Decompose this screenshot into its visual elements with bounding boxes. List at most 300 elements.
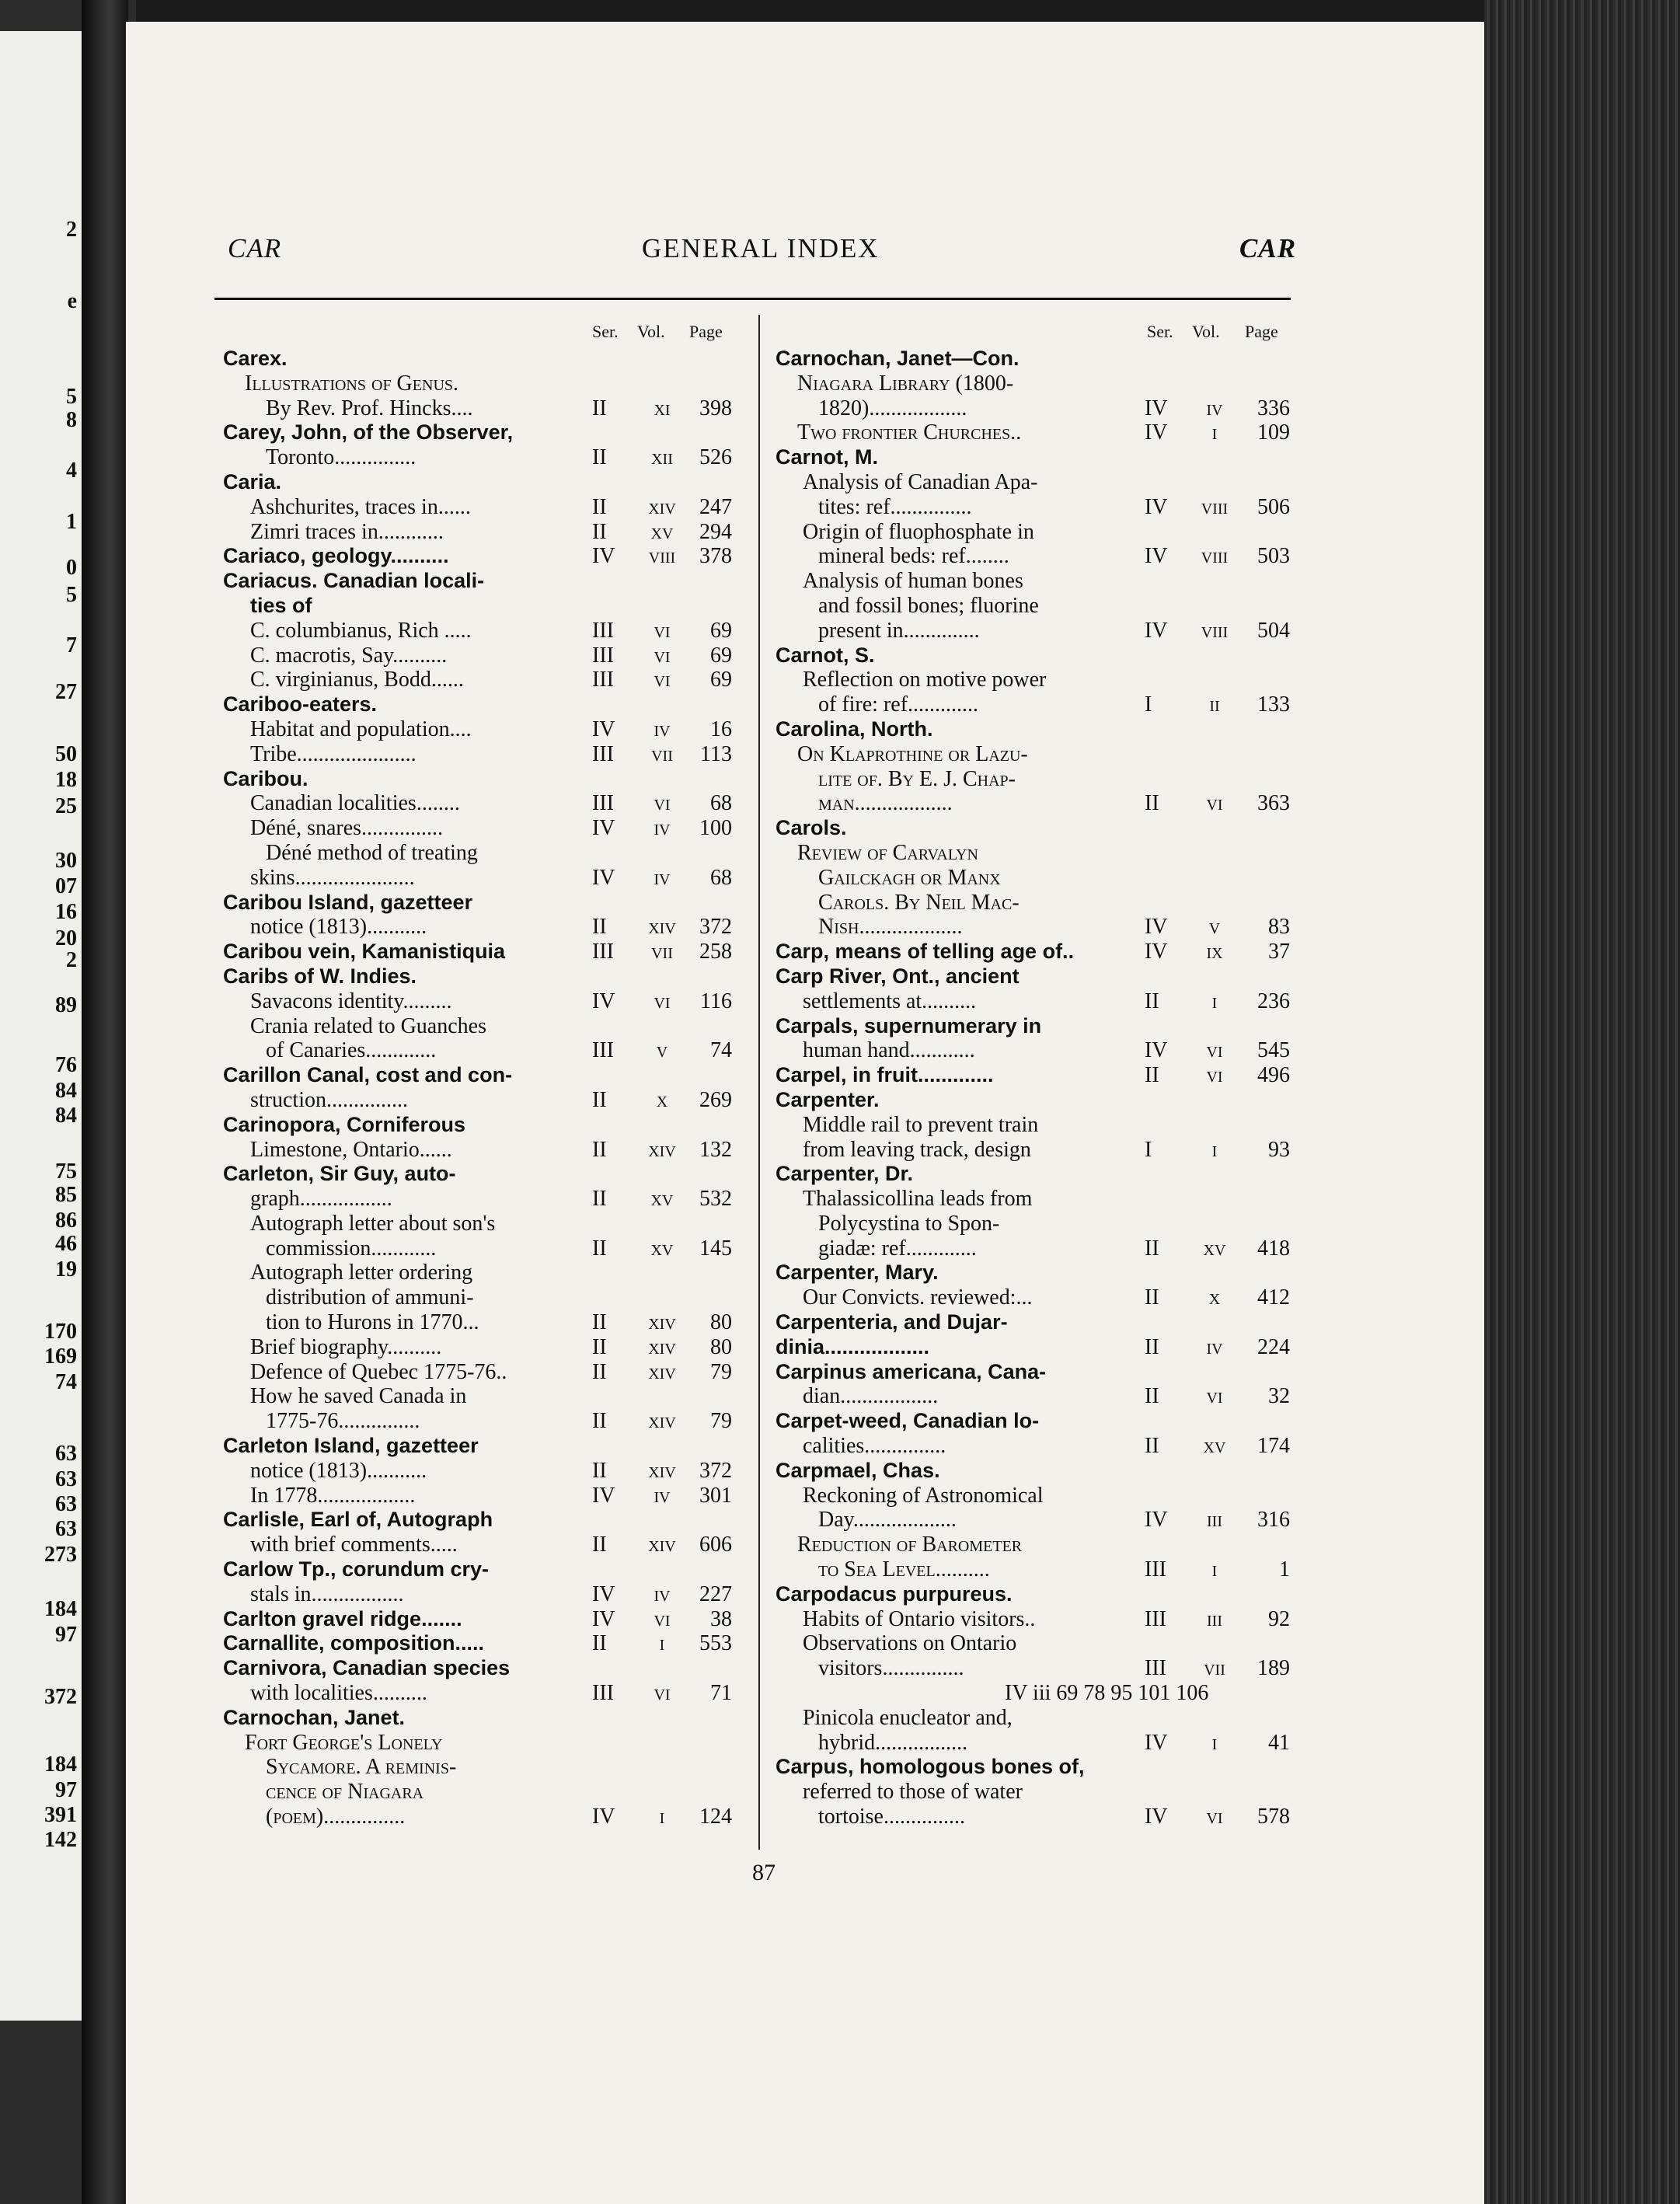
entry-text: Carpet-weed, Canadian lo- bbox=[776, 1409, 1040, 1433]
entry-series: II bbox=[592, 1334, 607, 1359]
entry-text: Our Convicts. reviewed:... bbox=[803, 1285, 1033, 1310]
index-entry bbox=[776, 445, 1296, 470]
entry-series: II bbox=[592, 1310, 607, 1335]
entry-text: Carlton gravel ridge....... bbox=[223, 1606, 462, 1630]
prev-page-number-fragment: 2 bbox=[66, 218, 77, 242]
index-entry bbox=[223, 1236, 748, 1261]
entry-series: II bbox=[592, 396, 607, 420]
index-entry bbox=[776, 1755, 1296, 1780]
index-entry bbox=[776, 1088, 1296, 1113]
entry-series: II bbox=[1145, 1285, 1159, 1310]
entry-text: dian.................. bbox=[803, 1384, 939, 1409]
index-entry bbox=[776, 396, 1296, 421]
entry-text: Origin of fluophosphate in bbox=[803, 519, 1034, 544]
entry-text: Carpinus americana, Cana- bbox=[776, 1359, 1047, 1383]
entry-text: How he saved Canada in bbox=[250, 1384, 467, 1409]
entry-series: IV bbox=[1145, 940, 1168, 964]
prev-page-number-fragment: 19 bbox=[55, 1257, 77, 1282]
entry-volume: vii bbox=[1204, 1656, 1225, 1681]
entry-series: II bbox=[592, 1236, 607, 1261]
entry-text: with brief comments..... bbox=[250, 1533, 458, 1557]
entry-text: Déné, snares............... bbox=[250, 816, 444, 841]
entry-text: C. macrotis, Say.......... bbox=[250, 643, 448, 668]
entry-text: Carnot, S. bbox=[776, 643, 875, 667]
page-number: 87 bbox=[752, 1860, 776, 1885]
prev-page-number-fragment: 86 bbox=[55, 1208, 77, 1233]
index-column-left bbox=[223, 319, 748, 1829]
entry-volume: i bbox=[1211, 420, 1218, 445]
entry-series: III bbox=[592, 1681, 614, 1706]
entry-series: II bbox=[1145, 1434, 1159, 1459]
entry-text: Carp River, Ont., ancient bbox=[776, 964, 1020, 988]
entry-text: Carpodacus purpureus. bbox=[776, 1582, 1013, 1606]
entry-text: Nish................... bbox=[818, 915, 963, 940]
entry-page: 301 bbox=[699, 1483, 732, 1508]
entry-text: Carnivora, Canadian species bbox=[223, 1656, 511, 1680]
index-entry bbox=[223, 445, 748, 470]
entry-text: (poem)............... bbox=[266, 1805, 406, 1829]
index-entry bbox=[776, 1113, 1296, 1138]
entry-page: 336 bbox=[1257, 396, 1290, 420]
index-entry bbox=[776, 1261, 1296, 1285]
index-entry bbox=[223, 767, 748, 792]
entry-text: to Sea Level.......... bbox=[818, 1557, 990, 1582]
prev-page-number-fragment: 63 bbox=[55, 1467, 77, 1491]
entry-series: III bbox=[592, 940, 614, 964]
entry-series: IV bbox=[592, 989, 615, 1013]
index-entry bbox=[776, 520, 1296, 545]
entry-volume: xv bbox=[1203, 1434, 1226, 1459]
entry-series: IV bbox=[592, 1582, 615, 1606]
entry-text: Carpenter, Mary. bbox=[776, 1261, 939, 1285]
entry-page: 113 bbox=[700, 741, 732, 766]
index-entry bbox=[776, 1409, 1296, 1434]
entry-volume: xiv bbox=[648, 1458, 676, 1483]
entry-text: Sycamore. A reminis- bbox=[266, 1755, 457, 1780]
previous-page-edge bbox=[0, 31, 82, 2021]
entry-series: IV bbox=[592, 1606, 615, 1631]
index-entry bbox=[776, 1162, 1296, 1187]
index-entry bbox=[776, 668, 1296, 692]
entry-text: By Rev. Prof. Hincks.... bbox=[266, 396, 473, 420]
entry-page: 109 bbox=[1257, 420, 1290, 445]
index-entry bbox=[776, 1557, 1296, 1582]
entry-series: II bbox=[1145, 1236, 1159, 1261]
prev-page-number-fragment: 0 bbox=[66, 556, 77, 580]
index-entry bbox=[223, 420, 748, 445]
entry-text: Crania related to Guanches bbox=[250, 1013, 486, 1038]
index-entry bbox=[223, 717, 748, 742]
entry-text: tion to Hurons in 1770... bbox=[266, 1310, 479, 1335]
entry-text: Autograph letter ordering bbox=[250, 1261, 473, 1285]
entry-page: 578 bbox=[1257, 1805, 1290, 1829]
index-entry bbox=[223, 1212, 748, 1236]
entry-volume: i bbox=[1211, 1137, 1218, 1162]
book-gutter bbox=[82, 0, 128, 2204]
entry-volume: iii bbox=[1207, 1606, 1222, 1631]
index-entry bbox=[223, 1582, 748, 1607]
prev-page-number-fragment: 5 bbox=[66, 583, 77, 607]
entry-volume: ii bbox=[1209, 692, 1220, 717]
entry-series: II bbox=[592, 1359, 607, 1384]
entry-text: ties of bbox=[250, 593, 312, 617]
entry-text: Polycystina to Spon- bbox=[818, 1211, 1000, 1236]
entry-page: 68 bbox=[710, 791, 732, 816]
entry-page: 532 bbox=[699, 1187, 732, 1212]
entry-volume: xiv bbox=[648, 915, 676, 940]
entry-text: skins...................... bbox=[250, 865, 415, 890]
entry-text: Cariaco, geology.......... bbox=[223, 544, 449, 568]
entry-volume: ix bbox=[1206, 940, 1223, 964]
col-header-volume: Vol. bbox=[637, 322, 665, 341]
entry-text: Observations on Ontario bbox=[803, 1631, 1017, 1656]
index-entry bbox=[776, 1607, 1296, 1632]
entry-text: Carleton, Sir Guy, auto- bbox=[223, 1162, 456, 1186]
entry-volume: vii bbox=[651, 741, 673, 766]
entry-volume: vi bbox=[654, 791, 671, 816]
index-entry bbox=[223, 1187, 748, 1212]
index-entry bbox=[776, 1508, 1296, 1533]
index-entry bbox=[776, 915, 1296, 940]
column-header bbox=[776, 319, 1296, 347]
entry-text: Carolina, North. bbox=[776, 717, 933, 741]
entry-text: struction............... bbox=[250, 1087, 408, 1112]
index-entry bbox=[776, 1236, 1296, 1261]
entry-text: Caribou vein, Kamanistiquia bbox=[223, 940, 506, 964]
entry-page: 606 bbox=[699, 1533, 732, 1557]
entry-text: cence of Niagara bbox=[266, 1780, 424, 1805]
entry-text: C. virginianus, Bodd...... bbox=[250, 668, 464, 692]
entry-volume: viii bbox=[1201, 618, 1229, 643]
index-entry bbox=[223, 1335, 748, 1360]
entry-text: Analysis of Canadian Apa- bbox=[803, 469, 1038, 494]
entry-volume: iv bbox=[654, 1483, 671, 1508]
entry-text: Pinicola enucleator and, bbox=[803, 1705, 1013, 1730]
entry-page: 124 bbox=[699, 1805, 732, 1829]
entry-text: Carpenter. bbox=[776, 1087, 880, 1111]
entry-series: III bbox=[592, 791, 614, 816]
entry-series: IV bbox=[1145, 420, 1168, 445]
entry-series: II bbox=[592, 445, 607, 470]
index-entry bbox=[223, 1360, 748, 1385]
entry-text: Thalassicollina leads from bbox=[803, 1187, 1033, 1212]
entry-text: Illustrations of Genus. bbox=[245, 371, 459, 396]
entry-volume: vi bbox=[654, 1606, 671, 1631]
index-entry bbox=[776, 1063, 1296, 1088]
entry-page: 16 bbox=[710, 717, 732, 741]
index-entry bbox=[223, 940, 748, 964]
entry-text: Defence of Quebec 1775-76.. bbox=[250, 1359, 507, 1384]
index-entry bbox=[223, 1261, 748, 1285]
entry-text: Habits of Ontario visitors.. bbox=[803, 1606, 1036, 1631]
entry-page: 496 bbox=[1257, 1063, 1290, 1088]
entry-volume: vi bbox=[654, 643, 671, 668]
entry-series: III bbox=[592, 741, 614, 766]
col-header-series: Ser. bbox=[1147, 322, 1173, 341]
entry-series: II bbox=[592, 1533, 607, 1557]
entry-page: 174 bbox=[1257, 1434, 1290, 1459]
entry-text: Fort George's Lonely bbox=[245, 1730, 443, 1755]
index-entry bbox=[776, 1656, 1296, 1681]
entry-series: IV bbox=[1145, 1508, 1168, 1533]
index-entry bbox=[776, 1706, 1296, 1731]
prev-page-number-fragment: 63 bbox=[55, 1492, 77, 1516]
entry-page: 545 bbox=[1257, 1038, 1290, 1063]
entry-text: IV iii 69 78 95 101 106 bbox=[1005, 1681, 1209, 1706]
entry-series: IV bbox=[1145, 1038, 1168, 1063]
index-entry bbox=[223, 891, 748, 915]
entry-text: tites: ref............... bbox=[818, 494, 972, 519]
entry-text: Caribou Island, gazetteer bbox=[223, 890, 473, 914]
entry-series: IV bbox=[1145, 544, 1168, 569]
entry-page: 93 bbox=[1268, 1137, 1290, 1162]
index-entry bbox=[223, 1038, 748, 1063]
entry-page: 92 bbox=[1268, 1606, 1290, 1631]
index-entry bbox=[223, 1706, 748, 1731]
entry-page: 100 bbox=[699, 816, 732, 841]
entry-volume: x bbox=[1208, 1285, 1221, 1310]
entry-text: notice (1813)........... bbox=[250, 915, 427, 940]
index-entry bbox=[223, 989, 748, 1014]
entry-text: Carpel, in fruit............. bbox=[776, 1063, 994, 1087]
column-divider bbox=[758, 315, 760, 1850]
index-entry bbox=[776, 1038, 1296, 1063]
index-entry bbox=[776, 1780, 1296, 1805]
entry-volume: xi bbox=[654, 396, 671, 420]
index-entry bbox=[776, 1285, 1296, 1310]
prev-page-number-fragment: 74 bbox=[55, 1370, 77, 1394]
entry-text: Canadian localities........ bbox=[250, 791, 460, 816]
entry-text: Carex. bbox=[223, 347, 288, 370]
entry-text: distribution of ammuni- bbox=[266, 1285, 474, 1310]
prev-page-number-fragment: 169 bbox=[44, 1344, 77, 1369]
index-entry bbox=[776, 816, 1296, 841]
index-entry bbox=[223, 816, 748, 841]
entry-page: 398 bbox=[699, 396, 732, 420]
entry-text: of Canaries............. bbox=[266, 1038, 437, 1063]
col-header-page: Page bbox=[1245, 322, 1278, 341]
entry-page: 236 bbox=[1257, 989, 1290, 1013]
entry-series: II bbox=[592, 1187, 607, 1212]
entry-text: Carnochan, Janet—Con. bbox=[776, 347, 1020, 370]
entry-text: Toronto............... bbox=[266, 445, 417, 470]
index-entry bbox=[776, 420, 1296, 445]
index-entry bbox=[223, 1557, 748, 1582]
entry-volume: vi bbox=[1206, 1063, 1223, 1088]
prev-page-number-fragment: 89 bbox=[55, 993, 77, 1017]
entry-volume: viii bbox=[1201, 494, 1229, 519]
entry-text: On Klaprothine or Lazu- bbox=[797, 741, 1028, 766]
col-header-page: Page bbox=[689, 322, 723, 341]
entry-page: 506 bbox=[1257, 494, 1290, 519]
prev-page-number-fragment: 63 bbox=[55, 1442, 77, 1466]
prev-page-number-fragment: 391 bbox=[44, 1803, 77, 1827]
entry-text: present in.............. bbox=[818, 618, 980, 643]
entry-page: 80 bbox=[710, 1334, 732, 1359]
entry-page: 69 bbox=[710, 618, 732, 643]
index-entry bbox=[776, 1533, 1296, 1557]
index-entry bbox=[776, 791, 1296, 816]
entry-series: II bbox=[1145, 1334, 1159, 1359]
entry-text: Analysis of human bones bbox=[803, 569, 1023, 594]
entry-text: Carlow Tp., corundum cry- bbox=[223, 1557, 490, 1582]
index-entry bbox=[223, 1631, 748, 1656]
entry-series: III bbox=[1145, 1557, 1166, 1582]
entry-volume: v bbox=[1208, 915, 1221, 940]
entry-page: 69 bbox=[710, 643, 732, 668]
entry-text: Autograph letter about son's bbox=[250, 1211, 496, 1236]
entry-text: Habitat and population.... bbox=[250, 717, 472, 741]
entry-volume: xii bbox=[651, 445, 673, 470]
index-entry bbox=[776, 841, 1296, 866]
entry-text: Tribe...................... bbox=[250, 741, 417, 766]
entry-volume: vi bbox=[1206, 1038, 1223, 1063]
book-edge-right bbox=[1484, 0, 1680, 2204]
index-entry bbox=[776, 1138, 1296, 1163]
entry-text: lite of. By E. J. Chap- bbox=[818, 766, 1016, 791]
entry-page: 189 bbox=[1257, 1656, 1290, 1681]
entry-page: 224 bbox=[1257, 1334, 1290, 1359]
entry-series: II bbox=[592, 494, 607, 519]
entry-text: settlements at.......... bbox=[803, 989, 977, 1013]
prev-page-number-fragment: 63 bbox=[55, 1517, 77, 1541]
index-entry bbox=[776, 767, 1296, 792]
entry-text: Caria. bbox=[223, 469, 282, 493]
index-entry bbox=[223, 1384, 748, 1409]
index-entry bbox=[776, 495, 1296, 520]
prev-page-number-fragment: 184 bbox=[44, 1597, 77, 1621]
prev-page-number-fragment: 170 bbox=[44, 1320, 77, 1344]
entry-volume: viii bbox=[1201, 544, 1229, 569]
entry-text: calities............... bbox=[803, 1434, 946, 1459]
index-entry bbox=[776, 1335, 1296, 1360]
running-head-left: CAR bbox=[228, 233, 282, 263]
entry-text: notice (1813)........... bbox=[250, 1458, 427, 1483]
entry-page: 37 bbox=[1268, 940, 1290, 964]
col-header-volume: Vol. bbox=[1192, 322, 1220, 341]
entry-volume: iv bbox=[1206, 396, 1223, 420]
entry-text: Carpals, supernumerary in bbox=[776, 1013, 1042, 1037]
index-entry bbox=[223, 1508, 748, 1533]
entry-text: and fossil bones; fluorine bbox=[818, 593, 1039, 618]
entry-series: II bbox=[592, 1137, 607, 1162]
entry-page: 316 bbox=[1257, 1508, 1290, 1533]
entry-volume: iv bbox=[654, 1582, 671, 1606]
entry-text: Caribou. bbox=[223, 766, 308, 790]
entry-page: 1 bbox=[1279, 1557, 1290, 1582]
index-entry bbox=[776, 1187, 1296, 1212]
index-entry bbox=[223, 1755, 748, 1780]
entry-volume: xiv bbox=[648, 1310, 676, 1335]
entry-text: Déné method of treating bbox=[266, 840, 478, 865]
entry-series: III bbox=[592, 643, 614, 668]
entry-series: IV bbox=[592, 544, 615, 569]
index-entry bbox=[223, 1681, 748, 1706]
entry-page: 80 bbox=[710, 1310, 732, 1335]
entry-text: Carleton Island, gazetteer bbox=[223, 1434, 479, 1458]
index-entry bbox=[223, 1731, 748, 1756]
index-entry bbox=[776, 1582, 1296, 1607]
index-entry bbox=[223, 619, 748, 643]
index-entry bbox=[776, 1459, 1296, 1484]
entry-volume: xv bbox=[650, 1187, 674, 1212]
index-entry bbox=[776, 1434, 1296, 1459]
entry-series: IV bbox=[592, 1805, 615, 1829]
entry-text: Ashchurites, traces in...... bbox=[250, 494, 471, 519]
running-head-title: GENERAL INDEX bbox=[642, 233, 880, 263]
index-entry bbox=[223, 544, 748, 569]
entry-page: 32 bbox=[1268, 1384, 1290, 1409]
entry-page: 79 bbox=[710, 1409, 732, 1434]
entry-volume: x bbox=[656, 1087, 668, 1112]
prev-page-number-fragment: 273 bbox=[44, 1543, 77, 1567]
prev-page-number-fragment: 1 bbox=[66, 510, 77, 534]
entry-text: Carillon Canal, cost and con- bbox=[223, 1063, 513, 1087]
index-entry bbox=[776, 717, 1296, 742]
entry-volume: iii bbox=[1207, 1508, 1222, 1533]
index-entry bbox=[223, 791, 748, 816]
entry-text: In 1778.................. bbox=[250, 1483, 416, 1508]
entry-text: Middle rail to prevent train bbox=[803, 1112, 1039, 1137]
entry-text: giadæ: ref............. bbox=[818, 1236, 977, 1261]
index-entry bbox=[223, 1285, 748, 1310]
entry-page: 363 bbox=[1257, 791, 1290, 816]
running-head-right: CAR bbox=[1239, 233, 1297, 263]
index-entry bbox=[776, 347, 1296, 371]
prev-page-number-fragment: 25 bbox=[55, 794, 77, 818]
entry-volume: xv bbox=[650, 1236, 674, 1261]
entry-volume: vi bbox=[654, 618, 671, 643]
entry-series: III bbox=[1145, 1606, 1166, 1631]
entry-text: Day................... bbox=[818, 1508, 957, 1533]
index-column-right bbox=[776, 319, 1296, 1829]
entry-volume: viii bbox=[648, 544, 676, 569]
entry-text: man.................. bbox=[818, 791, 953, 816]
entry-page: 38 bbox=[710, 1606, 732, 1631]
index-entry bbox=[776, 470, 1296, 495]
entry-text: visitors............... bbox=[818, 1656, 964, 1681]
entry-text: stals in................. bbox=[250, 1582, 404, 1606]
entry-series: III bbox=[1145, 1656, 1166, 1681]
entry-text: C. columbianus, Rich ..... bbox=[250, 618, 472, 643]
entry-page: 258 bbox=[699, 940, 732, 964]
entry-series: II bbox=[592, 1409, 607, 1434]
prev-page-number-fragment: 20 bbox=[55, 926, 77, 950]
entry-series: IV bbox=[1145, 1805, 1168, 1829]
entry-text: referred to those of water bbox=[803, 1780, 1023, 1805]
index-entry bbox=[223, 347, 748, 371]
index-entry bbox=[223, 1088, 748, 1113]
entry-volume: xiv bbox=[648, 1409, 676, 1434]
entry-text: 1820).................. bbox=[818, 396, 967, 420]
entry-text: Niagara Library (1800- bbox=[797, 371, 1014, 396]
index-entry bbox=[776, 1014, 1296, 1039]
entry-text: Carnochan, Janet. bbox=[223, 1705, 406, 1729]
entry-text: dinia.................. bbox=[776, 1334, 930, 1358]
entry-volume: i bbox=[1211, 1730, 1218, 1755]
entry-text: Review of Carvalyn bbox=[797, 840, 978, 865]
index-entry bbox=[776, 619, 1296, 643]
entry-page: 68 bbox=[710, 865, 732, 890]
entry-volume: xv bbox=[1203, 1236, 1226, 1261]
index-entry bbox=[223, 495, 748, 520]
index-entry bbox=[223, 1138, 748, 1163]
index-entry bbox=[223, 742, 748, 767]
entry-text: Gailckagh or Manx bbox=[818, 865, 1001, 890]
entry-page: 227 bbox=[699, 1582, 732, 1606]
entry-volume: xiv bbox=[648, 494, 676, 519]
index-entry bbox=[223, 1607, 748, 1632]
